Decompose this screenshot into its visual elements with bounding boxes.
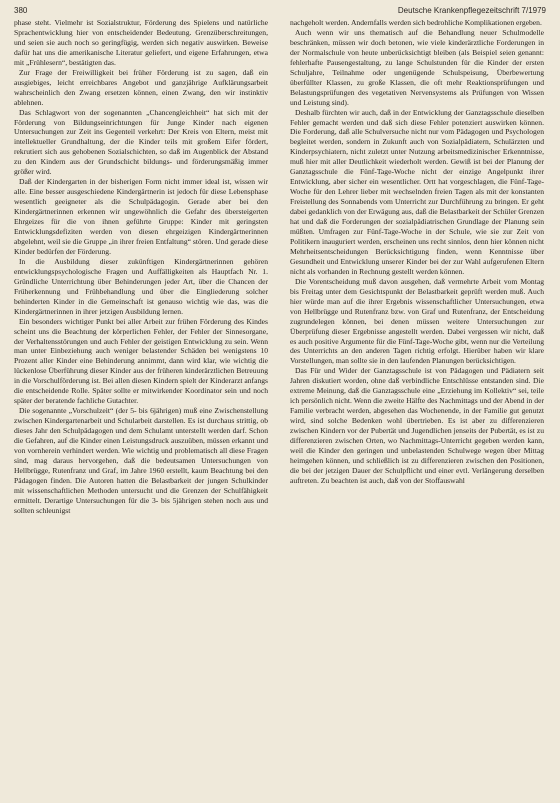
paragraph: Deshalb fürchten wir auch, daß in der Entwicklung der Ganztagsschule dieselben Fehler gemacht werden und daß sich diese Fehler potenziert auswirken können. Die Forderung, daß alle Schulversuche nicht nur vom Pädagogen und Psychologen begleitet werden, sondern in Zukunft auch von Sozialpädiatern, Schulärzten und Kinderpsychiatern, nicht zuletzt unter Nutzung arbeitsmedizinischer Erkenntnisse, muß hier mit aller Deutlichkeit wiederholt werden. Gewiß ist bei der Planung der Ganztagsschule die Fünf-Tage-Woche nicht der einzige Angelpunkt ihrer Entwicklung, aber sicher ein wesentlicher. Ortt hat vorgeschlagen, die Fünf-Tage-Woche für den Lehrer lieber mit wechselnden freien Tagen als mit der konstanten Freistellung des Sonnabends vom Unterricht zur Durchführung zu bringen. Er geht dabei gedanklich von der Erwägung aus, daß die Belastbarkeit der Schüler Grenzen hat und daß die Forderungen der sozialpädiatrischen Grundlage der Planung sein müßten. Umfragen zur Fünf-Tage-Woche in der Schule, wie sie zur Zeit von Politikern inauguriert werden, erscheinen uns recht sinnlos, denn hier können nicht Mehrheitsentscheidungen Berücksichtigung finden, wenn Kenntnisse über Gesundheit und Entwicklung unserer Kinder bei der zur Wahl aufgerufenen Eltern nicht als vorhanden in Rechnung gestellt werden können.: [290, 107, 544, 276]
paragraph: nachgeholt werden. Andernfalls werden sich bedrohliche Komplikationen ergeben.: [290, 18, 542, 27]
paragraph: Auch wenn wir uns thematisch auf die Behandlung neuer Schulmodelle beschränken, müssen wir doch betonen, wie viele kinderärztliche Forderungen in der Normalschule von heute unberücksichtigt bleiben (als Beispiel seien genannt: fehlerhafte Pausengestaltung, zu lange Schulstunden für die Kinder der ersten Schuljahre, Teilnahme oder ungenügende Schulspeisung, Überbewertung überfüllter Klassen, zu große Klassen, die oft mehr Reaktionsprüfungen und Belastungsprüfungen des vegetativen Nervensystems als Prüfungen von Wissen und Leistung sind).: [290, 27, 544, 107]
page-header: [14, 4, 546, 16]
page-number: 380: [14, 5, 28, 15]
journal-title: Deutsche Krankenpflegezeitschrift 7/1979: [397, 5, 546, 15]
paragraph: Das Schlagwort von der sogenannten „Chancengleichheit“ hat sich mit der Förderung von Bildungseinrichtungen für Junge Kinder nach eigenen Untersuchungen zur Zeit ins Gegenteil verkehrt: Der Kreis von Eltern, meist mit intellektueller Grundhaltung, der die Kinder teils mit großem Eifer fördert, rekrutiert sich aus gehobenen Sozialschichten, so daß im Augenblick der Abstand zu den Kindern aus der Grundschicht bildungs- und förderungsmäßig immer größer wird.: [14, 107, 268, 177]
left-column: [14, 18, 268, 798]
paragraph: Das Für und Wider der Ganztagsschule ist von Pädagogen und Pädiatern seit Jahren diskutiert worden, ohne daß verbindliche Entschlüsse entstanden sind. Die extreme Meinung, daß die Ganztagsschule eine „Erziehung im Kollektiv“ sei, teile ich persönlich nicht. Wenn die zweite Hälfte des Nachmittags und der Abend in der Familie verbracht werden, abgesehen das Wochenende, in der Familie gut genutzt wird, sind solche Bedenken wohl übertrieben. Es ist aber zu differenzieren zwischen Kindern vor der Pubertät und Jugendlichen jenseits der Pubertät, es ist zu differenzieren zwischen Orten, wo Nachmittags-Unterricht gegeben werden kann, weil die Kinder den geringen und unbelastenden Schulwege wegen über Mittag heimgehen können, und schließlich ist zu differenzieren zwischen den Positionen, die bei der jetzigen Dauer der Schulpflicht und einer evtl. Verlängerung derselben auftreten. Zu beachten ist auch, daß von der Stoffauswahl: [290, 366, 544, 485]
paragraph: Die sogenannte „Vorschulzeit“ (der 5- bis 6jährigen) muß eine Zwischenstellung zwischen Kindergartenarbeit und Schularbeit darstellen. Es ist durchaus strittig, ob dieses Jahr den Schulpädagogen und dem Schulamt unterstellt werden darf. Schon die Gefahren, auf die Kinder einen Leistungsdruck auszuüben, müssen erkannt und von vornherein verhindert werden. Wie wichtig und problematisch all diese Fragen sind, mag daraus hervorgehen, daß die bedeutsamen Untersuchungen von Hellbrügge, Rutenfranz und Graf, im Jahre 1960 erstellt, kaum Beachtung bei den Pädagogen finden. Die Autoren hatten die Belastbarkeit der jungen Schulkinder mit wissenschaftlichen Methoden untersucht und die Grenzen der Schulfähigkeit ermittelt. Derartige Untersuchungen für die 3- bis 5jährigen stehen noch aus und sollten schleunigst: [14, 406, 268, 515]
paragraph: Die Vorentscheidung muß davon ausgehen, daß vermehrte Arbeit vom Montag bis Freitag unter dem Gesichtspunkt der Belastbarkeit geprüft werden muß. Auch hier würde man auf die ihrer Ergebnis wissenschaftlicher Untersuchungen, etwa von Hellbrügge und Rutenfranz bzw. von Graf und Rutenfranz, der Entscheidung zugrundelegen können, bei denen müssen weitere Untersuchungen zur Überprüfung dieser Ergebnisse angestellt werden. Dabei vergessen wir nicht, daß es auch positive Argumente für die Fünf-Tage-Woche gibt, wenn nur die Verteilung des Unterrichts an den anderen Tagen richtig erfolgt. Hierüber haben wir klare Vorstellungen, man sollte sie in den laufenden Planungen berücksichtigen.: [290, 276, 544, 366]
paragraph: Zur Frage der Freiwilligkeit bei früher Förderung ist zu sagen, daß ein ausgiebiges, leicht erreichbares Angebot und ganzjährige Aufklärungsarbeit wahrscheinlich den Zwang ersetzen können, einen Zwang, den wir instinktiv ablehnen.: [14, 67, 268, 107]
right-column: [290, 18, 544, 798]
paragraph: Ein besonders wichtiger Punkt bei aller Arbeit zur frühen Förderung des Kindes scheint uns die Beachtung der körperlichen Fehler, der Fehler der Sinnesorgane, der Verhaltensstörungen und auch Fehler der geistigen Entwicklung zu sein. Wenn man unter Einbeziehung auch weniger belastender Schäden bei wenigstens 10 Prozent aller Kinder eine Behinderung annimmt, dann wird klar, wie wichtig die lückenlose Überführung dieser Kinder aus der früheren kinderärztlichen Betreuung in die Vorschulförderung ist. Bei allen diesen Kindern spielt der Kinderarzt anfangs die entscheidende Rolle. Später sollte er mitwirkender Koordinator sein und noch später der beratende fachliche Gutachter.: [14, 316, 268, 406]
paragraph: Daß der Kindergarten in der bisherigen Form nicht immer ideal ist, wissen wir alle. Eine besser ausgeschiedene Kindergärtnerin ist jedoch für diese Lebensphase wesentlich geeigneter als die Schulpädagogin. Gerade aber bei den Kindergärtnerinnen erkennen wir ungewöhnlich die Gefahr des übersteigerten Ehrgeizes für die von ihnen geführte Gruppe: Kinder mit geringsten Entwicklungsdefiziten werden von diesen ehrgeizigen Kindergärtnerinnen abgelehnt, weil sie die Gruppe „in ihrer freien Entfaltung“ stören. Und gerade diese Kinder bedürfen der Förderung.: [14, 177, 268, 256]
paragraph: phase steht. Vielmehr ist Sozialstruktur, Förderung des Spielens und natürliche Sprachentwicklung hier von entscheidender Bedeutung. Grenzüberschreitungen, und seien sie auch noch so geringfügig, werden sich negativ auswirken. Beweise dafür hat uns die amerikanische Literatur geliefert, und eigene Erfahrungen, etwa mit „Frühlesern“, bestätigten das.: [14, 18, 268, 67]
paragraph: In die Ausbildung dieser zukünftigen Kindergärtnerinnen gehören entwicklungspsychologische Fragen und Auffälligkeiten als Hauptfach Nr. 1. Gründliche Unterrichtung über Behinderungen jeder Art, über die Chancen der Früherkennung und Frühbehandlung und über die Eingliederung solcher behinderten Kinder in die Gemeinschaft ist genauso wichtig wie das, was die Kindergärtnerinnen in ihrer jetzigen Ausbildung lernen.: [14, 256, 268, 316]
